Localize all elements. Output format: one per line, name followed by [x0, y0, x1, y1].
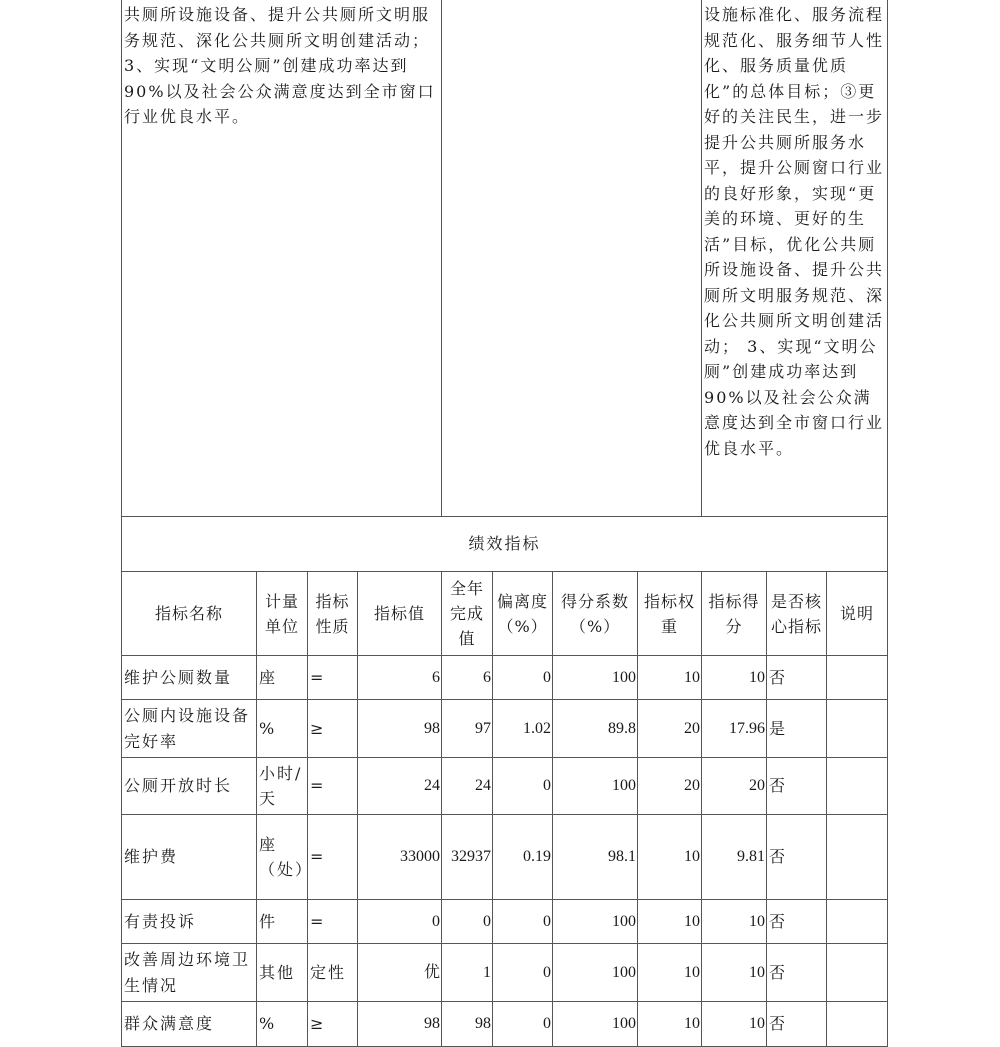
col-header-actual: 全年完成值	[442, 572, 493, 656]
table-row	[122, 656, 888, 700]
deviation-cell: 0	[493, 758, 553, 815]
indicator-name-cell: 改善周边环境卫生情况	[122, 944, 257, 1002]
col-header-coef: 得分系数（%）	[553, 572, 638, 656]
unit-cell: 其他	[257, 944, 308, 1002]
score-cell: 20	[702, 758, 767, 815]
note-cell	[827, 758, 888, 815]
score-coef-cell: 100	[553, 656, 638, 700]
deviation-cell: 0	[493, 656, 553, 700]
is-core-cell: 否	[767, 758, 827, 815]
goal-text-row	[122, 0, 888, 517]
weight-cell: 10	[638, 656, 702, 700]
score-coef-cell: 100	[553, 758, 638, 815]
deviation-cell: 0	[493, 1002, 553, 1047]
col-header-target: 指标值	[358, 572, 442, 656]
score-coef-cell: 100	[553, 944, 638, 1002]
col-header-note: 说明	[827, 572, 888, 656]
weight-cell: 10	[638, 944, 702, 1002]
actual-value-cell: 1	[442, 944, 493, 1002]
indicator-name-cell: 维护公厕数量	[122, 656, 257, 700]
indicator-name-cell: 群众满意度	[122, 1002, 257, 1047]
score-cell: 10	[702, 656, 767, 700]
weight-cell: 10	[638, 900, 702, 944]
unit-cell: 小时/天	[257, 758, 308, 815]
score-coef-cell: 98.1	[553, 815, 638, 900]
target-value-cell: 98	[358, 700, 442, 758]
unit-cell: %	[257, 700, 308, 758]
is-core-cell: 是	[767, 700, 827, 758]
goal-text-right: 设施标准化、服务流程规范化、服务细节人性化、服务质量优质化”的总体目标；③更好的关注民生，进一步提升公共厕所服务水平，提升公厕窗口行业的良好形象，实现“更美的环境、更好的生活”目标，优化公共厕所设施设备、提升公共厕所文明服务规范、深化公共厕所文明创建活动； 3、实现“文明公厕”创建成功率达到 90%以及社会公众满意度达到全市窗口行业优良水平。	[702, 0, 888, 517]
note-cell	[827, 1002, 888, 1047]
goal-text-middle	[442, 0, 702, 517]
target-value-cell: 98	[358, 1002, 442, 1047]
nature-cell: ≥	[308, 700, 358, 758]
score-coef-cell: 89.8	[553, 700, 638, 758]
weight-cell: 20	[638, 758, 702, 815]
unit-cell: 件	[257, 900, 308, 944]
table-row	[122, 900, 888, 944]
unit-cell: 座	[257, 656, 308, 700]
performance-table	[121, 0, 888, 1047]
deviation-cell: 1.02	[493, 700, 553, 758]
actual-value-cell: 98	[442, 1002, 493, 1047]
indicator-name-cell: 公厕开放时长	[122, 758, 257, 815]
indicator-name-cell: 公厕内设施设备完好率	[122, 700, 257, 758]
score-cell: 10	[702, 900, 767, 944]
is-core-cell: 否	[767, 944, 827, 1002]
goal-text-left: 共厕所设施设备、提升公共厕所文明服务规范、深化公共厕所文明创建活动；3、实现“文明公厕”创建成功率达到90%以及社会公众满意度达到全市窗口行业优良水平。	[122, 0, 442, 517]
actual-value-cell: 97	[442, 700, 493, 758]
unit-cell: 座（处）	[257, 815, 308, 900]
col-header-unit: 计量单位	[257, 572, 308, 656]
score-cell: 9.81	[702, 815, 767, 900]
note-cell	[827, 815, 888, 900]
score-cell: 10	[702, 1002, 767, 1047]
is-core-cell: 否	[767, 656, 827, 700]
col-header-weight: 指标权重	[638, 572, 702, 656]
actual-value-cell: 32937	[442, 815, 493, 900]
score-cell: 10	[702, 944, 767, 1002]
score-cell: 17.96	[702, 700, 767, 758]
note-cell	[827, 900, 888, 944]
table-row	[122, 1002, 888, 1047]
col-header-nature: 指标性质	[308, 572, 358, 656]
is-core-cell: 否	[767, 900, 827, 944]
nature-cell: =	[308, 900, 358, 944]
nature-cell: =	[308, 758, 358, 815]
table-row	[122, 815, 888, 900]
target-value-cell: 6	[358, 656, 442, 700]
target-value-cell: 优	[358, 944, 442, 1002]
weight-cell: 10	[638, 815, 702, 900]
table-row	[122, 700, 888, 758]
score-coef-cell: 100	[553, 900, 638, 944]
column-header-row	[122, 572, 888, 656]
table-row	[122, 758, 888, 815]
weight-cell: 10	[638, 1002, 702, 1047]
score-coef-cell: 100	[553, 1002, 638, 1047]
actual-value-cell: 6	[442, 656, 493, 700]
table-row	[122, 944, 888, 1002]
nature-cell: =	[308, 656, 358, 700]
actual-value-cell: 0	[442, 900, 493, 944]
col-header-score: 指标得分	[702, 572, 767, 656]
nature-cell: =	[308, 815, 358, 900]
col-header-deviation: 偏离度（%）	[493, 572, 553, 656]
col-header-core: 是否核心指标	[767, 572, 827, 656]
section-title: 绩效指标	[122, 517, 888, 572]
indicator-name-cell: 有责投诉	[122, 900, 257, 944]
deviation-cell: 0	[493, 900, 553, 944]
deviation-cell: 0.19	[493, 815, 553, 900]
note-cell	[827, 700, 888, 758]
col-header-name: 指标名称	[122, 572, 257, 656]
note-cell	[827, 944, 888, 1002]
is-core-cell: 否	[767, 815, 827, 900]
nature-cell: ≥	[308, 1002, 358, 1047]
indicator-name-cell: 维护费	[122, 815, 257, 900]
is-core-cell: 否	[767, 1002, 827, 1047]
target-value-cell: 0	[358, 900, 442, 944]
section-title-row	[122, 517, 888, 572]
target-value-cell: 33000	[358, 815, 442, 900]
target-value-cell: 24	[358, 758, 442, 815]
unit-cell: %	[257, 1002, 308, 1047]
weight-cell: 20	[638, 700, 702, 758]
note-cell	[827, 656, 888, 700]
nature-cell: 定性	[308, 944, 358, 1002]
deviation-cell: 0	[493, 944, 553, 1002]
actual-value-cell: 24	[442, 758, 493, 815]
